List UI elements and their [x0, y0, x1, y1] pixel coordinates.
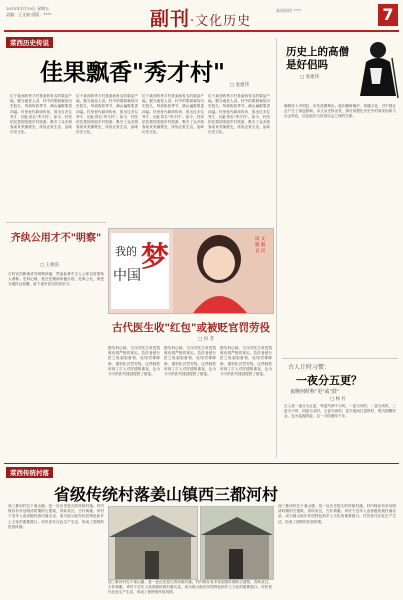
monk-illustration [352, 36, 400, 102]
main-byline: □ 张建伟 [230, 83, 250, 88]
masthead-info [6, 6, 146, 17]
left-divider [6, 222, 106, 223]
time-kicker: 古人计时习惯： [288, 364, 331, 371]
time-headline: 一夜分五更？ [296, 374, 362, 387]
village-photo-1 [108, 506, 198, 580]
book-title-area [111, 233, 169, 309]
bottom-headline: 省级传统村落姜山镇西三都河村 [54, 485, 279, 504]
village-photo-2 [200, 506, 274, 580]
center-headline: 古代医生收"红包"或被贬官罚劳役 [112, 322, 270, 334]
book-cover-photo [108, 228, 274, 314]
center-byline: □ 何 非 [198, 337, 215, 342]
section-label-bottom: 菜西传统村落 [6, 467, 53, 478]
time-subhead: 夜晚何时称"更"或"鼓" [290, 389, 340, 395]
editor-line: 责编：王文娟 组版：**** [6, 11, 52, 17]
brand-name: 副刊 [150, 8, 191, 30]
main-body-col2: 位于莱西的秀才村是莱西有名的果品产地。据当地老人讲，村中的果树栽培历史悠久，每到收获季节，满山遍野果香四溢。村里世代耕读传家，曾出过多位秀才，因此得名"秀才村"。如今，村民依托果园发展乡村旅游，吸引了众多游客前来采摘观光，体验农家生活，品味历史文化。 [76, 94, 138, 135]
left-body: 古时官员断案讲究明察秋毫，然而此事中主人公却以宽厚待人著称。史料记载，他在任期间体恤百姓，处事公允，深受当地民众爱戴，留下诸多佳话传颂至今。 [8, 272, 104, 287]
section-label-top: 菜西历史传说 [6, 37, 53, 48]
date-line: 2015年1月19日 星期五 [6, 6, 50, 11]
main-body-col1: 位于莱西的秀才村是莱西有名的果品产地。据当地老人讲，村中的果树栽培历史悠久，每到收获季节，满山遍野果香四溢。村里世代耕读传家，曾出过多位秀才，因此得名"秀才村"。如今，村民依托果园发展乡村旅游，吸引了众多游客前来采摘观光，体验农家生活，品味历史文化。 [10, 94, 72, 135]
main-body-col3: 位于莱西的秀才村是莱西有名的果品产地。据当地老人讲，村中的果树栽培历史悠久，每到收获季节，满山遍野果香四溢。村里世代耕读传家，曾出过多位秀才，因此得名"秀才村"。如今，村民依托果园发展乡村旅游，吸引了众多游客前来采摘观光，体验农家生活，品味历史文化。 [142, 94, 204, 135]
main-body-col4: 位于莱西的秀才村是莱西有名的果品产地。据当地老人讲，村中的果树栽培历史悠久，每到收获季节，满山遍野果香四溢。村里世代耕读传家，曾出过多位秀才，因此得名"秀才村"。如今，村民依托果园发展乡村旅游，吸引了众多游客前来采摘观光，体验农家生活，品味历史文化。 [208, 94, 270, 135]
brand-section: ·文化历史 [190, 14, 252, 29]
book-title-1: 我的 [115, 245, 137, 258]
header-rule [4, 30, 399, 32]
page-number: 7 [378, 4, 398, 26]
book-title-dream: 梦 [141, 240, 170, 273]
center-body-col3: 据史料记载，古代对医生收受钱财有着严格的规定。若医者借行医之机索取财物，轻则罚俸降职，重则贬官罚劳役。这些制度体现了古人对医德的重视，也为今天的医风建设提供了借鉴。 [220, 346, 272, 377]
book-title-2: 中国 [113, 268, 141, 284]
time-body: 古人将一夜分为五更，每更约两个小时。一更为戌时，二更为亥时，三更为子时，四更为丑时，五更为寅时。更夫夜间打更报时，既为提醒民众，也为巡夜防盗，这一习俗流传千年。 [284, 404, 396, 419]
time-byline: □ 杨 红 [330, 397, 347, 402]
main-headline: 佳果飘香"秀才村" [40, 59, 225, 86]
section-brand [150, 4, 251, 31]
bottom-body-col3: 西三都河村位于姜山镇，是一处历史悠久的传统村落。村内保存有多处明清时期的古建筑，青砖灰瓦，古朴典雅。该村于近年入选省级传统村落名录，成为展示胶东民居特色和乡土文化的重要窗口。村民世代在此生产生活，形成了独特的民俗风情。 [278, 504, 396, 524]
hotline: 新闻热线 **** [276, 8, 302, 13]
left-headline: 齐纨公用才不"明察" [10, 233, 102, 244]
right-divider [282, 358, 398, 359]
center-body-col2: 据史料记载，古代对医生收受钱财有着严格的规定。若医者借行医之机索取财物，轻则罚俸降职，重则贬官罚劳役。这些制度体现了古人对医德的重视，也为今天的医风建设提供了借鉴。 [164, 346, 216, 377]
bottom-body-col1: 西三都河村位于姜山镇，是一处历史悠久的传统村落。村内保存有多处明清时期的古建筑，青砖灰瓦，古朴典雅。该村于近年入选省级传统村落名录，成为展示胶东民居特色和乡土文化的重要窗口。村民世代在此生产生活，形成了独特的民俗风情。 [8, 504, 104, 529]
photo-caption-text: 西三都河村位于姜山镇，是一处历史悠久的传统村落。村内保存有多处明清时期的古建筑，青砖灰瓦，古朴典雅。该村于近年入选省级传统村落名录，成为展示胶东民居特色和乡土文化的重要窗口。村民世代在此生产生活，形成了独特的民俗风情。 [108, 580, 272, 595]
bottom-rule [4, 463, 399, 464]
right-body: 佛教传入中国后，历代高僧辈出。他们精研佛法，传播文化，对中国社会产生了深远影响。本文从史料出发，探讨高僧在历史中的真实形象与社会角色，以及他们与世俗社会之间的关系。 [284, 104, 396, 119]
center-body-col1: 据史料记载，古代对医生收受钱财有着严格的规定。若医者借行医之机索取财物，轻则罚俸降职，重则贬官罚劳役。这些制度体现了古人对医德的重视，也为今天的医风建设提供了借鉴。 [108, 346, 160, 377]
column-divider [276, 38, 277, 458]
left-byline: □ 王俊雷 [40, 263, 60, 268]
right-byline: □ 张建伟 [300, 75, 320, 80]
right-headline: 历史上的高僧是好侣吗 [286, 46, 349, 71]
book-tagline: 读 文 献 解 丧 民 [255, 237, 266, 254]
